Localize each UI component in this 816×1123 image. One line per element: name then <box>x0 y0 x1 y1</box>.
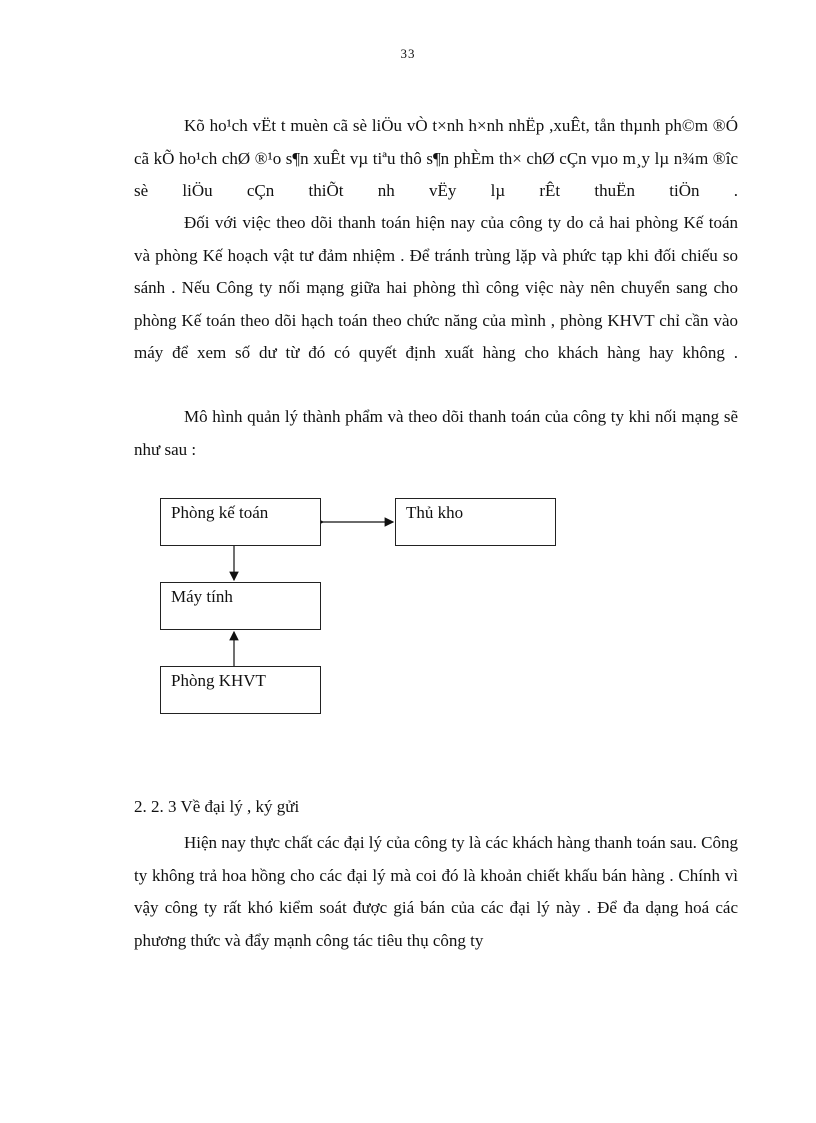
page-number: 33 <box>400 46 416 61</box>
paragraph-text: Hiện nay thực chất các đại lý của công ty là các khách hàng thanh toán sau. Công ty không trả hoa hồng cho các đại lý mà coi đó là khoản chiết khấu bán hàng . Chính vì vậy công ty rất khó kiểm soát được giá bán của các đại lý này . Để đa dạng hoá các phương thức và đẩy mạnh công tác tiêu thụ công ty <box>134 833 738 950</box>
box-computer: Máy tính <box>160 582 321 630</box>
box-storekeeper: Thủ kho <box>395 498 556 546</box>
paragraph-text: Mô hình quản lý thành phẩm và theo dõi thanh toán của công ty khi nối mạng sẽ như sau : <box>134 407 738 459</box>
paragraph-text: Đối với việc theo dõi thanh toán hiện nay của công ty do cả hai phòng Kế toán và phòng Kế hoạch vật tư đảm nhiệm . Để tránh trùng lặp và phức tạp khi đối chiếu so sánh . Nếu Công ty nối mạng giữa hai phòng thì công việc này nên chuyển sang cho phòng Kế toán theo dõi hạch toán theo chức năng của mình , phòng KHVT chỉ cần vào máy để xem số dư từ đó có quyết định xuất hàng cho khách hàng hay không . <box>134 213 738 362</box>
paragraph-agents <box>134 827 738 957</box>
paragraph-text: Kõ ho¹ch vËt t muèn cã sè liÖu vÒ t×nh h×nh nhËp ,xuÊt, tån thµnh ph©m ®Ó cã kÕ ho¹ch chØ ®¹o s¶n xuÊt vµ tiªu thô s¶n phÈm th× chØ cÇn vµo m¸y lµ n¾m ®îc sè liÖu cÇn thiÕt nh vËy lµ rÊt thuËn tiÖn . <box>134 116 738 200</box>
box-accounting-department: Phòng kế toán <box>160 498 321 546</box>
section-heading: 2. 2. 3 Về đại lý , ký gửi <box>134 797 300 816</box>
box-khvt-department: Phòng KHVT <box>160 666 321 714</box>
